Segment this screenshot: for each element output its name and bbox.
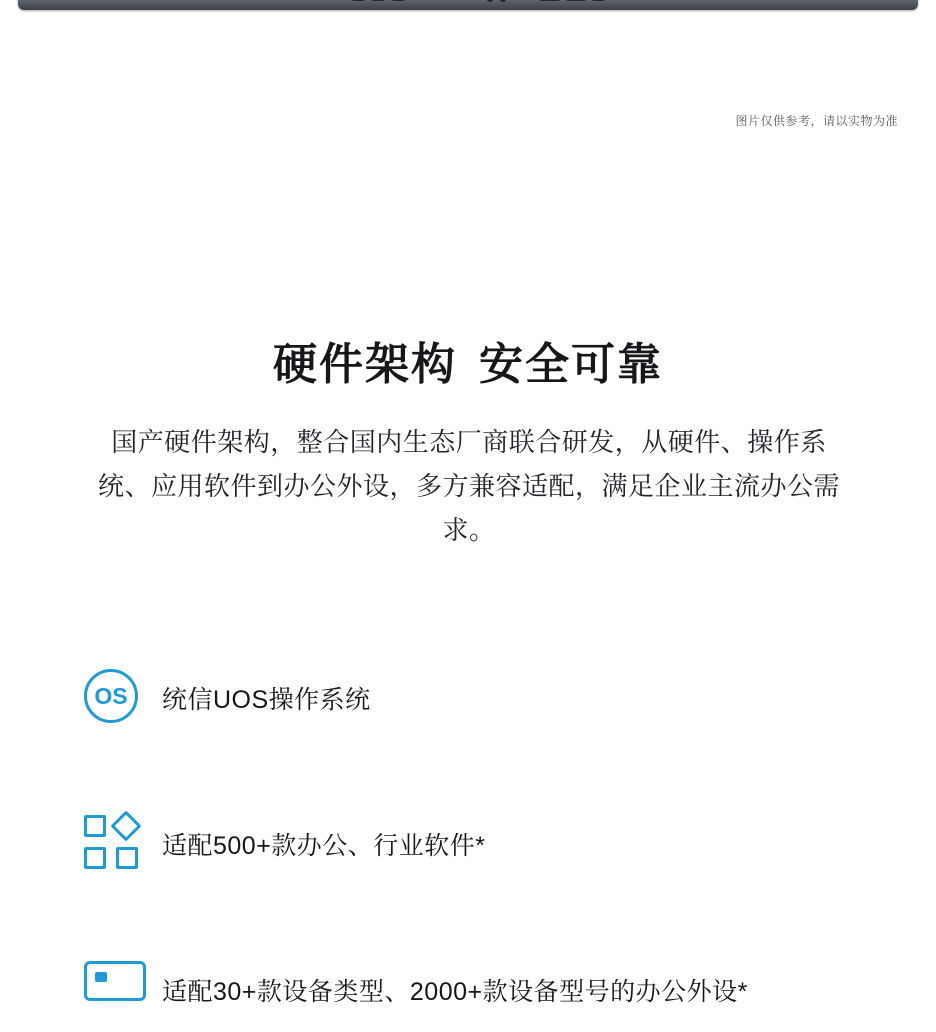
feature-label: 适配500+款办公、行业软件*	[162, 832, 486, 860]
page-title-part-2: 安全可靠	[479, 340, 663, 389]
laptop-illustration	[0, 0, 936, 24]
feature-label: 适配30+款设备类型、2000+款设备型号的办公外设*	[162, 978, 748, 1006]
device-icon-shape	[84, 961, 146, 1001]
feature-list	[78, 660, 868, 1032]
feature-label: 统信UOS操作系统	[162, 686, 371, 714]
os-circle-icon	[78, 667, 162, 733]
page-title-part-1: 硬件架构	[273, 340, 457, 389]
port-icon	[372, 0, 385, 1]
page-title	[0, 328, 936, 392]
laptop-base	[18, 0, 918, 10]
os-circle-icon-label: OS	[84, 669, 138, 723]
app-diamond-shape	[110, 810, 141, 841]
port-icon	[566, 0, 586, 1]
image-disclaimer: 图片仅供参考，请以实物为准	[735, 114, 898, 128]
list-item	[78, 806, 868, 886]
app-square-shape	[116, 847, 138, 869]
product-photo	[0, 0, 936, 24]
device-icon	[78, 959, 162, 1025]
port-icon	[392, 0, 405, 1]
port-icon	[592, 0, 605, 1]
port-icon	[540, 0, 560, 1]
list-item	[78, 952, 868, 1032]
app-squares-icon-shape	[84, 815, 146, 873]
list-item	[78, 660, 868, 740]
app-square-shape	[84, 815, 106, 837]
app-squares-icon	[78, 813, 162, 879]
page-description: 国产硬件架构，整合国内生态厂商联合研发，从硬件、操作系统、应用软件到办公外设，多方兼容适配，满足企业主流办公需求。	[97, 427, 840, 545]
app-square-shape	[84, 847, 106, 869]
port-icon	[352, 0, 365, 1]
